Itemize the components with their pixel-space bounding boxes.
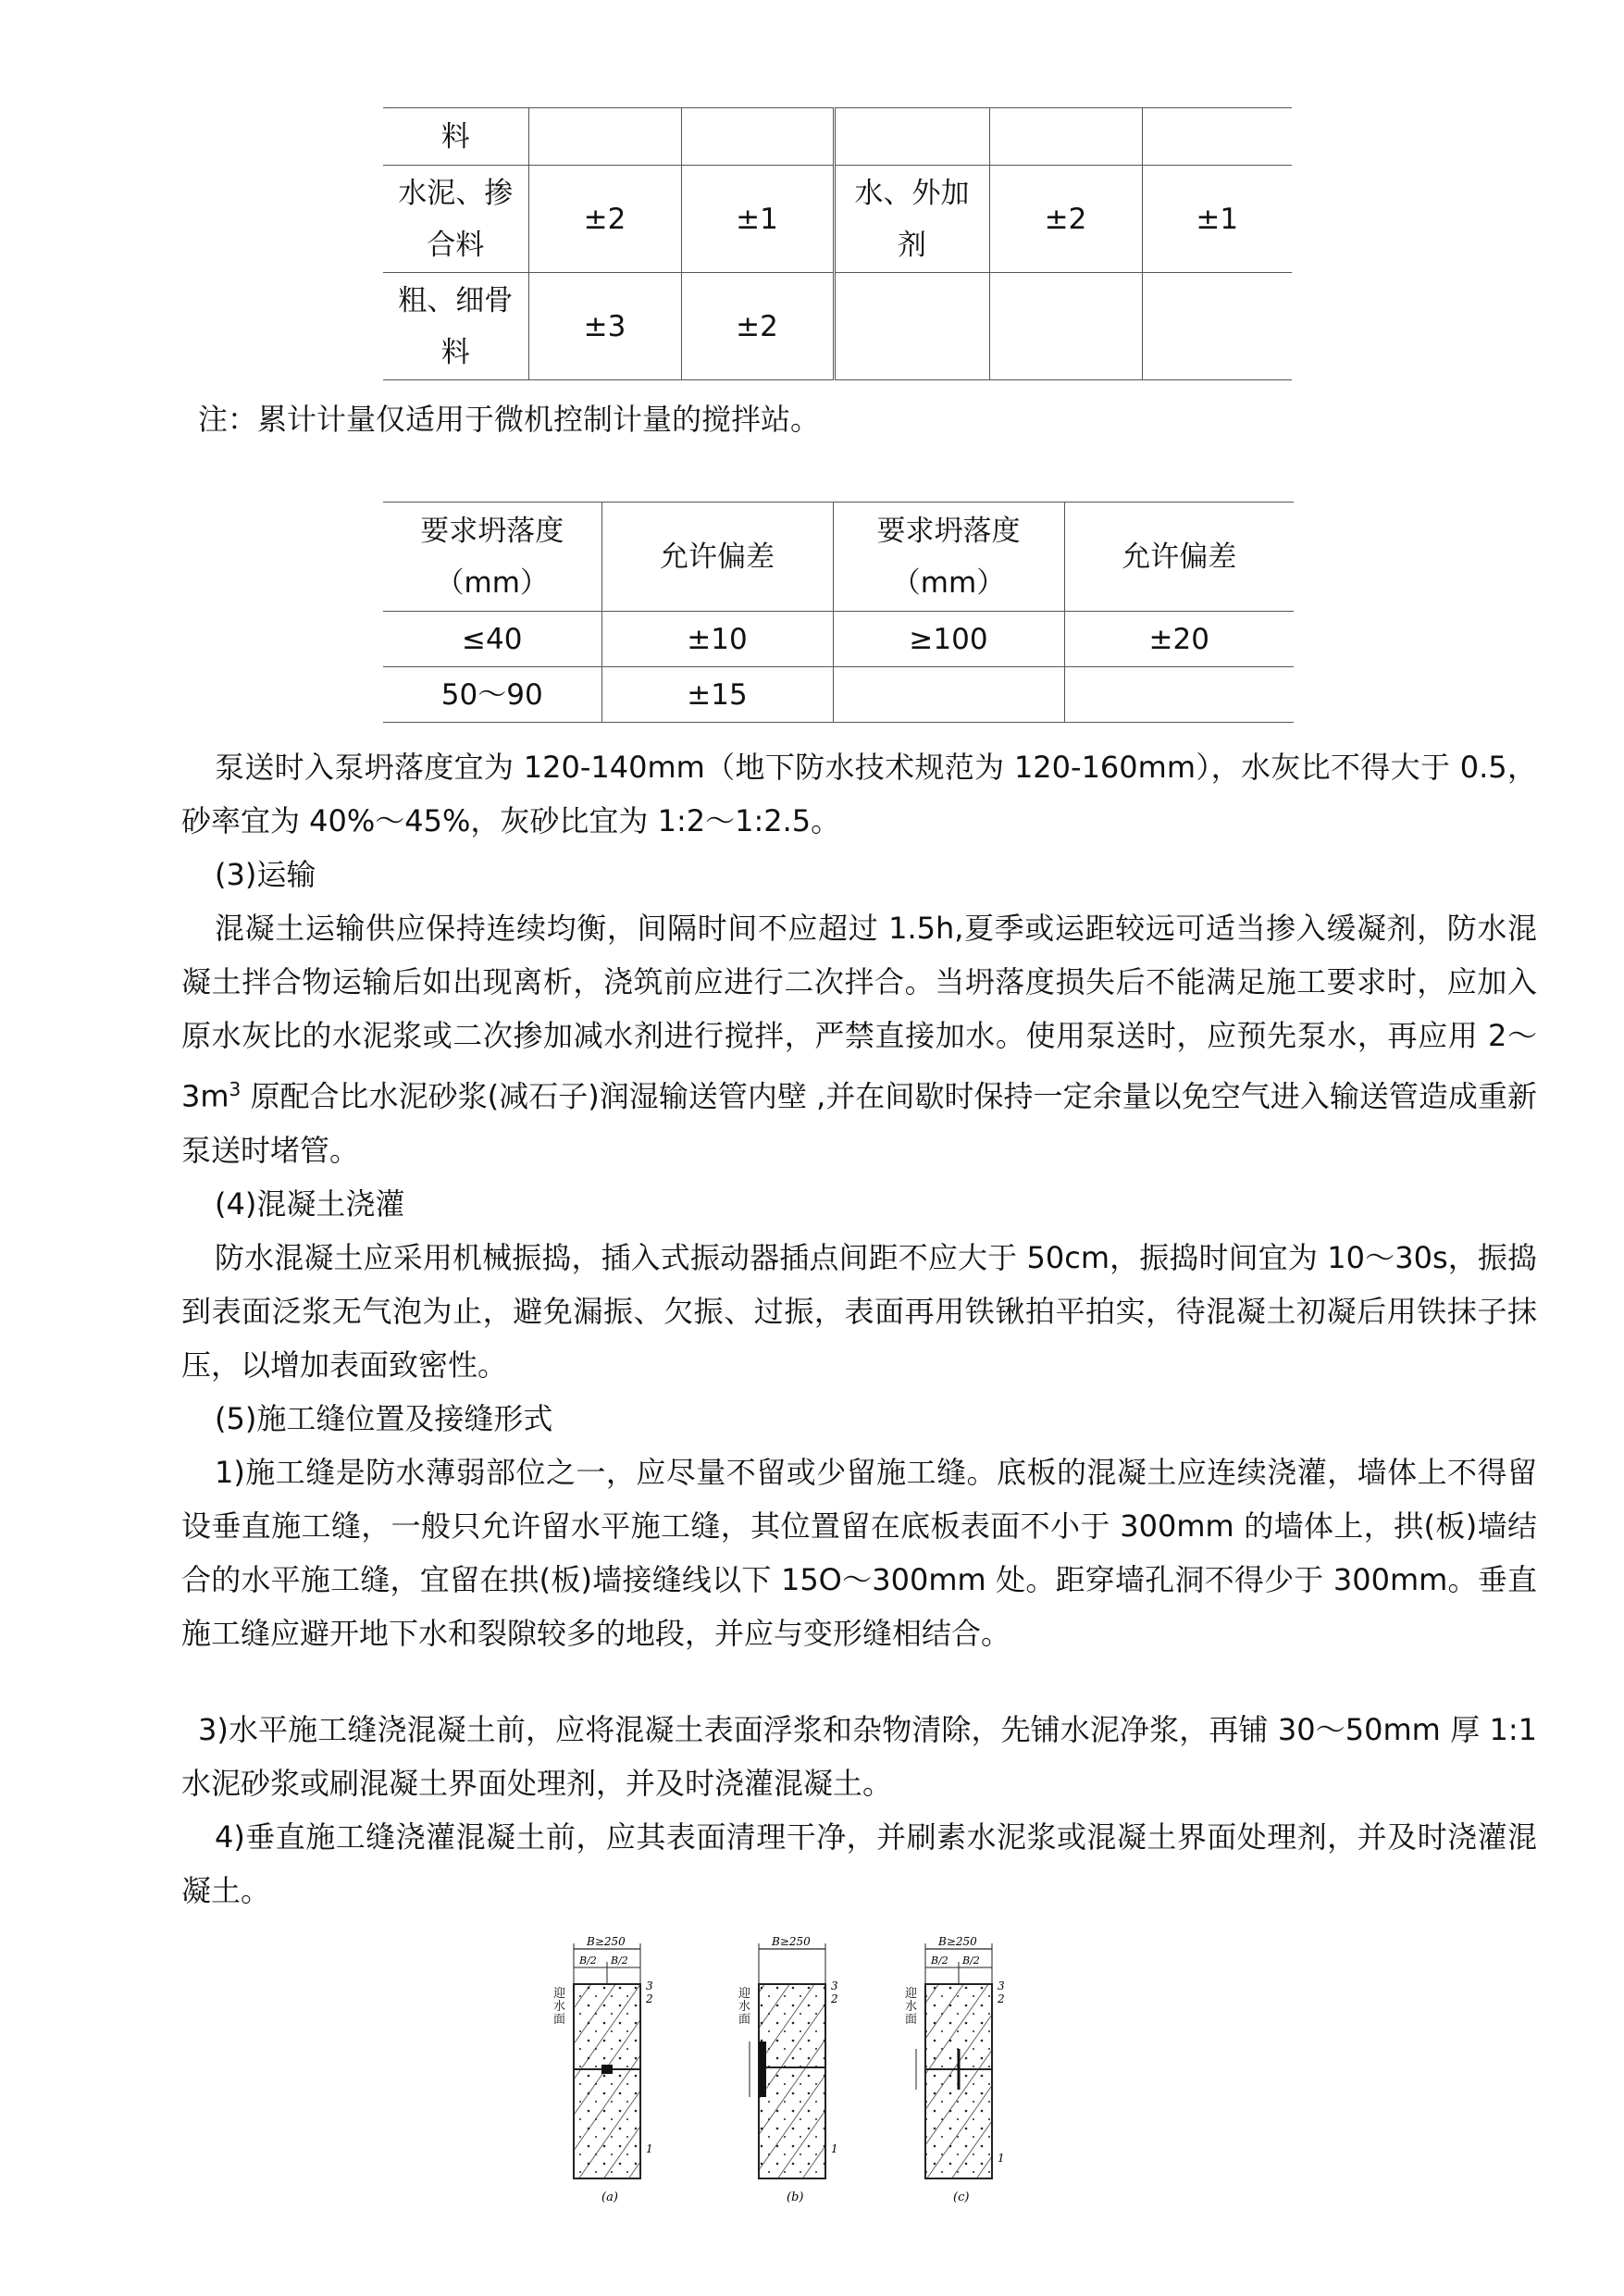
table-cell: 50～90 bbox=[383, 667, 601, 723]
half-dimension-label: B/2 bbox=[962, 1955, 980, 1967]
table-cell bbox=[989, 273, 1142, 380]
section-heading: (4)混凝土浇灌 bbox=[215, 1185, 405, 1222]
table-cell bbox=[989, 108, 1142, 166]
table-cell bbox=[834, 273, 989, 380]
table-row bbox=[383, 166, 1292, 273]
callout-number: 2 bbox=[998, 1992, 1005, 2005]
table-cell: ±10 bbox=[601, 612, 833, 667]
weighing-tolerance-table bbox=[383, 107, 1292, 380]
paragraph: 4)垂直施工缝浇灌混凝土前，应其表面清理干净，并刷素水泥浆或混凝土界面处理剂，并及时浇灌混凝土。 bbox=[181, 1818, 1537, 1908]
construction-joint-figure bbox=[553, 1930, 1035, 2208]
table-cell bbox=[1142, 108, 1292, 166]
table-header: 允许偏差 bbox=[601, 503, 833, 612]
joint-diagrams-svg bbox=[553, 1930, 1035, 2208]
dimension-label: B≥250 bbox=[938, 1935, 977, 1948]
table-cell bbox=[833, 667, 1064, 723]
callout-number: 1 bbox=[831, 2142, 838, 2155]
table-cell bbox=[834, 108, 989, 166]
paragraph bbox=[181, 901, 1537, 1177]
table-cell: ±20 bbox=[1064, 612, 1294, 667]
table-row bbox=[383, 273, 1292, 380]
table-cell: 料 bbox=[383, 108, 528, 166]
table-cell bbox=[1142, 273, 1292, 380]
paragraph: 泵送时入泵坍落度宜为 120-140mm（地下防水技术规范为 120-160mm），水灰比不得大于 0.5，砂率宜为 40%～45%，灰砂比宜为 1:2～1:2.5。 bbox=[181, 750, 1537, 838]
dimension-label: B≥250 bbox=[772, 1935, 811, 1948]
table-note: 注：累计计量仅适用于微机控制计量的搅拌站。 bbox=[198, 402, 821, 437]
table-cell: 水泥、掺合料 bbox=[383, 166, 528, 273]
figure-caption: (a) bbox=[601, 2191, 618, 2204]
callout-number: 3 bbox=[998, 1980, 1005, 1992]
half-dimension-label: B/2 bbox=[611, 1955, 628, 1967]
table-cell bbox=[1064, 667, 1294, 723]
table-cell: ±1 bbox=[1142, 166, 1292, 273]
callout-number: 3 bbox=[646, 1980, 653, 1992]
half-dimension-label: B/2 bbox=[579, 1955, 597, 1967]
table-cell bbox=[681, 108, 834, 166]
callout-number: 2 bbox=[831, 1992, 838, 2005]
water-side-label: 迎水面 bbox=[553, 1987, 566, 2027]
paragraph: 防水混凝土应采用机械振捣，插入式振动器插点间距不应大于 50cm，振捣时间宜为 10～30s，振捣到表面泛浆无气泡为止，避免漏振、欠振、过振，表面再用铁锹拍平拍实，待混凝土初凝后用铁抹子抹压，以增加表面致密性。 bbox=[181, 1239, 1537, 1383]
table-cell: 水、外加剂 bbox=[834, 166, 989, 273]
body-text bbox=[181, 740, 1537, 1917]
table-header-row bbox=[383, 503, 1294, 612]
callout-number: 2 bbox=[646, 1992, 653, 2005]
callout-number: 3 bbox=[831, 1980, 838, 1992]
figure-caption: (c) bbox=[953, 2191, 970, 2204]
paragraph: 3)水平施工缝浇混凝土前，应将混凝土表面浮浆和杂物清除，先铺水泥净浆，再铺 30～50mm 厚 1:1 水泥砂浆或刷混凝土界面处理剂，并及时浇灌混凝土。 bbox=[181, 1711, 1537, 1801]
text-run: 混凝土运输供应保持连续均衡，间隔时间不应超过 1.5h,夏季或运距较远可适当掺入缓凝剂，防水混凝土拌合物运输后如出现离析，浇筑前应进行二次拌合。当坍落度损失后不能满足施工要求时，应加入原水灰比的水泥浆或二次掺加减水剂进行搅拌，严禁直接加水。使用泵送时，应预先泵水，再应用 2～3m bbox=[181, 911, 1537, 1114]
table-cell bbox=[528, 108, 681, 166]
slump-tolerance-table bbox=[383, 502, 1294, 723]
dimension-label: B≥250 bbox=[587, 1935, 626, 1948]
table-cell: ±2 bbox=[681, 273, 834, 380]
table-header: 允许偏差 bbox=[1064, 503, 1294, 612]
table-cell: ≥100 bbox=[833, 612, 1064, 667]
callout-number: 1 bbox=[998, 2152, 1005, 2165]
water-side-label: 迎水面 bbox=[738, 1987, 751, 2027]
paragraph: 1)施工缝是防水薄弱部位之一，应尽量不留或少留施工缝。底板的混凝土应连续浇灌，墙体上不得留设垂直施工缝，一般只允许留水平施工缝，其位置留在底板表面不小于 300mm 的墙体上，拱(板)墙结合的水平施工缝，宜留在拱(板)墙接缝线以下 15O～300mm 处。距穿墙孔洞不得少于 300mm。垂直施工缝应避开地下水和裂隙较多的地段，并应与变形缝相结合。 bbox=[181, 1454, 1537, 1651]
section-heading: (5)施工缝位置及接缝形式 bbox=[215, 1400, 553, 1436]
diagram-a bbox=[574, 1935, 653, 2204]
table-cell: ±1 bbox=[681, 166, 834, 273]
table-row bbox=[383, 108, 1292, 166]
water-side-label: 迎水面 bbox=[905, 1987, 918, 2027]
superscript: 3 bbox=[229, 1078, 242, 1100]
section-heading: (3)运输 bbox=[215, 857, 316, 892]
callout-number: 1 bbox=[646, 2142, 653, 2155]
table-cell: ±2 bbox=[989, 166, 1142, 273]
table-cell: ±15 bbox=[601, 667, 833, 723]
table-cell: ≤40 bbox=[383, 612, 601, 667]
diagram-c bbox=[916, 1935, 1005, 2204]
table-header: 要求坍落度（mm） bbox=[383, 503, 601, 612]
table-cell: ±3 bbox=[528, 273, 681, 380]
table-cell: ±2 bbox=[528, 166, 681, 273]
spacer bbox=[181, 1660, 1537, 1703]
table-row bbox=[383, 612, 1294, 667]
table-header: 要求坍落度（mm） bbox=[833, 503, 1064, 612]
diagram-b bbox=[750, 1935, 838, 2204]
table-cell: 粗、细骨料 bbox=[383, 273, 528, 380]
figure-caption: (b) bbox=[787, 2191, 804, 2204]
half-dimension-label: B/2 bbox=[931, 1955, 948, 1967]
text-run: 原配合比水泥砂浆(减石子)润湿输送管内壁 ,并在间歇时保持一定余量以免空气进入输送管造成重新泵送时堵管。 bbox=[181, 1078, 1537, 1168]
table-row bbox=[383, 667, 1294, 723]
